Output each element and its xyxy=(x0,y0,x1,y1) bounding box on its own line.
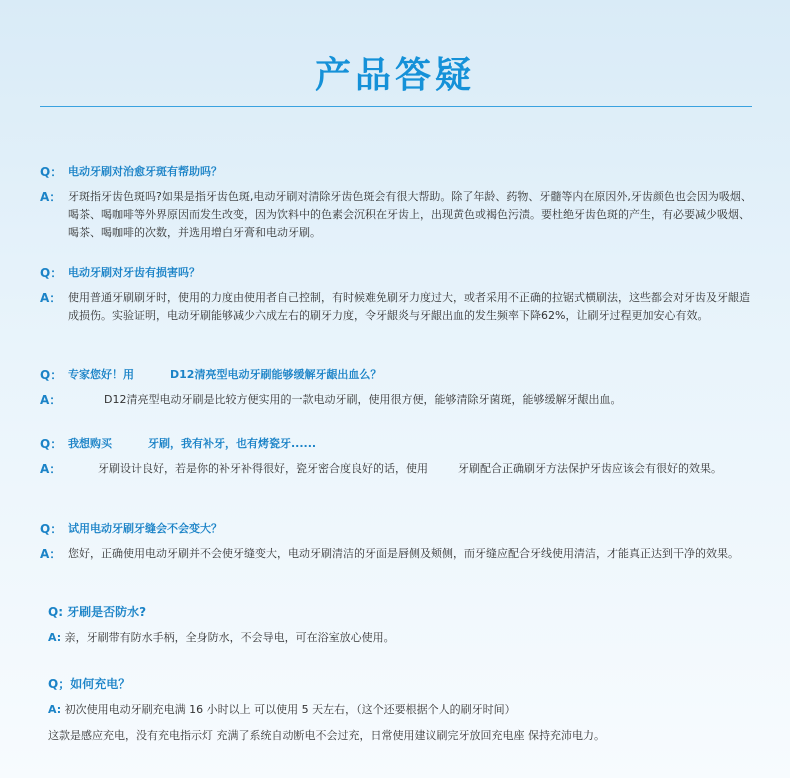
page-title: 产品答疑 xyxy=(314,55,475,96)
answer xyxy=(40,701,760,719)
question-text: Q；如何充电？ xyxy=(48,677,131,691)
a-mark: A: xyxy=(48,631,62,644)
q-mark: Q： xyxy=(40,266,63,280)
question xyxy=(40,367,760,383)
faq-item-5 xyxy=(40,521,760,563)
answer-text: 您好，正确使用电动牙刷并不会使牙缝变大，电动牙刷清洁的牙面是唇侧及颊侧，而牙缝应配合牙线使用清洁，才能真正达到干净的效果。 xyxy=(68,547,739,560)
q-mark: Q： xyxy=(40,165,63,179)
answer xyxy=(40,289,760,325)
question-text: 电动牙刷对治愈牙斑有帮助吗？ xyxy=(68,165,222,178)
a-mark: A： xyxy=(40,190,62,204)
answer-text: 初次使用电动牙刷充电满 16 小时以上 可以使用 5 天左右，（这个还要根据个人的刷牙时间） xyxy=(61,703,516,716)
question-text-b: 牙刷，我有补牙，也有烤瓷牙...... xyxy=(148,437,317,450)
question xyxy=(40,521,760,537)
a-mark: A: xyxy=(48,703,62,716)
faq-item-4 xyxy=(40,436,760,478)
a-mark: A： xyxy=(40,547,62,561)
question-text-b: D12清亮型电动牙刷能够缓解牙龈出血么？ xyxy=(170,368,382,381)
answer xyxy=(40,188,760,242)
q-mark: Q： xyxy=(40,437,63,451)
question xyxy=(40,164,760,180)
answer-text: 使用普通牙刷刷牙时，使用的力度由使用者自己控制，有时候难免刷牙力度过大，或者采用不正确的拉锯式横刷法，这些都会对牙齿及牙龈造成损伤。实验证明，电动牙刷能够减少六成左右的刷牙力度，令牙龈炎与牙龈出血的发生频率下降62%，让刷牙过程更加安心有效。 xyxy=(68,291,750,322)
answer-text: 牙斑指牙齿色斑吗?如果是指牙齿色斑,电动牙刷对清除牙齿色斑会有很大帮助。除了年龄、药物、牙髓等内在原因外,牙齿颜色也会因为吸烟、喝茶、喝咖啡等外界原因而发生改变，因为饮料中的色素会沉积在牙齿上，出现黄色或褐色污渍。要杜绝牙齿色斑的产生，有必要减少吸烟、喝茶、喝咖啡的次数，并选用增白牙膏和电动牙刷。 xyxy=(68,190,752,239)
question-text-a: 专家您好！用 xyxy=(68,368,134,381)
faq-item-3 xyxy=(40,367,760,409)
faq-item-1 xyxy=(40,164,760,242)
answer xyxy=(40,629,760,647)
answer-text-a: 牙刷设计良好，若是你的补牙补得很好，瓷牙密合度良好的话，使用 xyxy=(98,462,428,475)
a-mark: A： xyxy=(40,291,62,305)
faq-item-6 xyxy=(40,603,760,647)
question-text: Q: 牙刷是否防水? xyxy=(48,605,147,619)
answer xyxy=(40,460,760,478)
q-mark: Q： xyxy=(40,368,63,382)
answer xyxy=(40,391,760,409)
question-text: 电动牙刷对牙齿有损害吗？ xyxy=(68,266,200,279)
q-mark: Q： xyxy=(40,522,63,536)
question xyxy=(40,436,760,452)
answer-text: D12清亮型电动牙刷是比较方便实用的一款电动牙刷，使用很方便，能够清除牙菌斑，能够缓解牙龈出血。 xyxy=(104,393,622,406)
a-mark: A： xyxy=(40,393,62,407)
question-text-a: 我想购买 xyxy=(68,437,112,450)
question-text: 试用电动牙刷牙缝会不会变大？ xyxy=(68,522,222,535)
a-mark: A： xyxy=(40,462,62,476)
faq-item-7 xyxy=(40,675,760,745)
answer-text-b: 牙刷配合正确刷牙方法保护牙齿应该会有很好的效果。 xyxy=(458,462,722,475)
title-divider xyxy=(40,106,752,107)
answer-text: 亲，牙刷带有防水手柄，全身防水，不会导电，可在浴室放心使用。 xyxy=(61,631,395,644)
question xyxy=(40,265,760,281)
faq-item-2 xyxy=(40,265,760,325)
answer-note: 这款是感应充电，没有充电指示灯 充满了系统自动断电不会过充，日常使用建议刷完牙放回充电座 保持充沛电力。 xyxy=(48,729,605,742)
answer xyxy=(40,545,760,563)
